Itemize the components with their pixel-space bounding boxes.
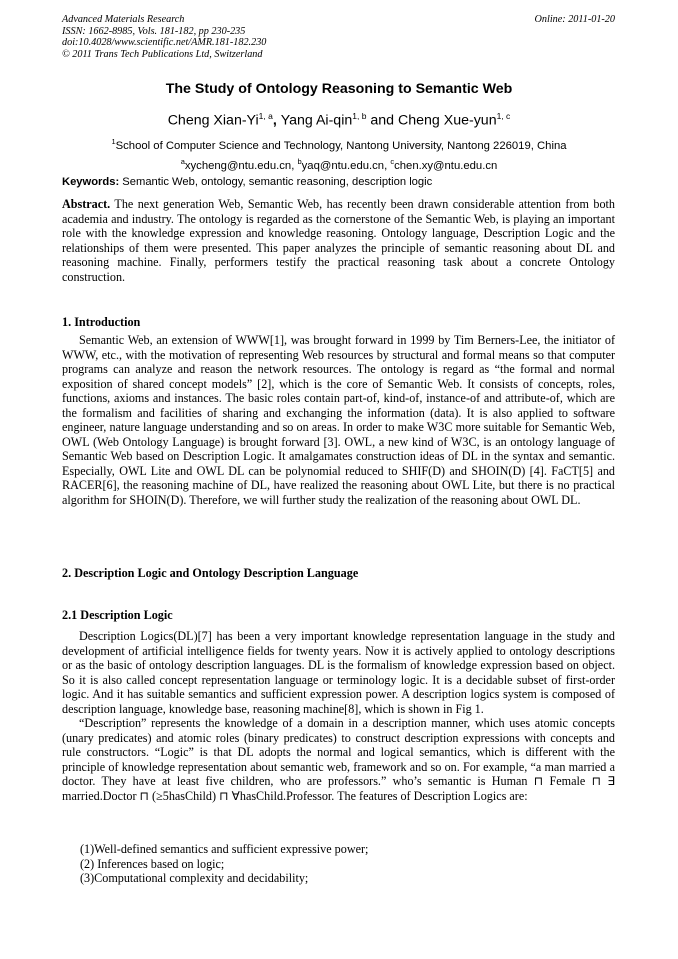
affiliation-sup: 1 [111,137,116,146]
journal-name: Advanced Materials Research [62,14,185,25]
author-list [0,111,678,129]
email-line [0,154,678,174]
abstract [62,197,615,284]
author-separator: and [366,112,398,129]
email-address: xycheng@ntu.edu.cn [184,159,292,172]
abstract-label: Abstract. [62,197,111,211]
feature-list [80,842,368,886]
keywords-label: Keywords: [62,176,120,188]
description-logic-body [62,629,615,804]
email-sup: b [297,156,302,166]
section-heading: 1. Introduction [62,315,141,329]
abstract-text: The next generation Web, Semantic Web, has recently been drawn considerable attention from both academia and industry. The ontology is regarded as the cornerstone of the Semantic Web, is playing an important role with the knowledge expression and knowledge reasoning. Ontology language, Description Logic and the relationships of them were presented. This paper analyzes the principle of semantic reasoning about DL and reasoning machine. Finally, performers testify the practical reasoning task about a concrete Ontology construction. [62,197,615,284]
email-separator: , [291,159,298,172]
subsection-heading: 2.1 Description Logic [62,608,173,622]
author-affil-sup: 1, c [496,111,511,121]
author-affil-sup: 1, a [258,111,273,121]
email-address: chen.xy@ntu.edu.cn [394,159,498,172]
body-paragraph: Semantic Web, an extension of WWW[1], was brought forward in 1999 by Tim Berners-Lee, the initiator of WWW, etc., with the motivation of representing Web resources by structural and formal means so that computer programs can analyze and reason the network resources. The ontology is regard as “the formal and normal exposition of shared concept models” [2], which is the core of Semantic Web. It consists of concepts, roles, functions, axioms and instances. The basic roles contain part-of, kind-of, instance-of and attribute-of, which are the formalism and facilities of sharing and exchanging the information (data). It is also applied to software engineer, nature language understanding and so on areas. In order to make W3C more suitable for Semantic Web, OWL (Web Ontology Language) is brought forward [3]. OWL, a new kind of W3C, is an ontology language of Semantic Web based on Description Logic. It amalgamates construction ideas of DL in the syntax and semantic. Especially, OWL Lite and OWL DL can be polynomial reduced to SHIF(D) and SHOIN(D) [4]. FaCT[5] and RACER[6], the reasoning machine of DL, have realized the reasoning about OWL Lite, but there is no practical algorithm for SHOIN(D). Therefore, we will further study the realization of the reasoning about OWL DL. [62,333,615,508]
author-affil-sup: 1, b [352,111,367,121]
body-paragraph: Description Logics(DL)[7] has been a very important knowledge representation language in the study and development of artificial intelligence fields for twenty years. Now it is actively applied to ontology descriptions or as the basic of ontology description languages. DL is the formalism of knowledge expression based on object. So it is also called concept representation language or terminology logic. It is a decidable subset of first-order logic. And it has suitable semantics and sufficient expression power. A description logics system is composed of description language, knowledge base, reasoning machine[8], which is shown in Fig 1. [62,629,615,716]
journal-header [62,14,615,60]
list-item: (1)Well-defined semantics and sufficient expressive power; [80,842,369,856]
abstract-paragraph [62,197,615,284]
issn-line: ISSN: 1662-8985, Vols. 181-182, pp 230-235 [62,25,246,37]
section-heading: 2. Description Logic and Ontology Description Language [62,566,359,580]
author-name: Yang Ai-qin [280,112,353,129]
list-item: (2) Inferences based on logic; [80,856,225,871]
paper-title: The Study of Ontology Reasoning to Semantic Web [165,81,513,97]
author-name: Cheng Xian-Yi [167,112,259,129]
author-name: Cheng Xue-yun [398,112,497,129]
online-date: Online: 2011-01-20 [534,14,615,25]
email-address: yaq@ntu.edu.cn [301,159,385,172]
affiliation-block [0,134,678,174]
keywords-text: Semantic Web, ontology, semantic reasoning, description logic [119,176,433,188]
affiliation-line [0,134,678,154]
keywords [62,176,615,188]
list-item: (3)Computational complexity and decidability; [80,871,309,886]
affiliation-text: School of Computer Science and Technology, Nantong University, Nantong 226019, China [115,139,567,152]
email-sup: a [180,156,185,166]
copyright-line: © 2011 Trans Tech Publications Ltd, Switzerland [62,48,263,60]
email-separator: , [384,159,391,172]
doi-line: doi:10.4028/www.scientific.net/AMR.181-182.230 [62,37,267,48]
introduction-body [62,333,615,508]
body-paragraph: “Description” represents the knowledge of a domain in a description manner, which uses atomic concepts (unary predicates) and atomic roles (binary predicates) to construct description expressions with concepts and rule constructors. “Logic” is that DL adopts the normal and logical semantics, which is different with the principle of knowledge representation about semantic web, framework and so on. For example, “a man married a doctor. They have at least five children, who are professors.” who’s semantic is Human ⊓ Female ⊓ ∃ married.Doctor ⊓ (≥5hasChild) ⊓ ∀hasChild.Professor. The features of Description Logics are: [62,716,615,804]
email-sup: c [390,156,395,166]
author-separator: , [272,112,281,129]
